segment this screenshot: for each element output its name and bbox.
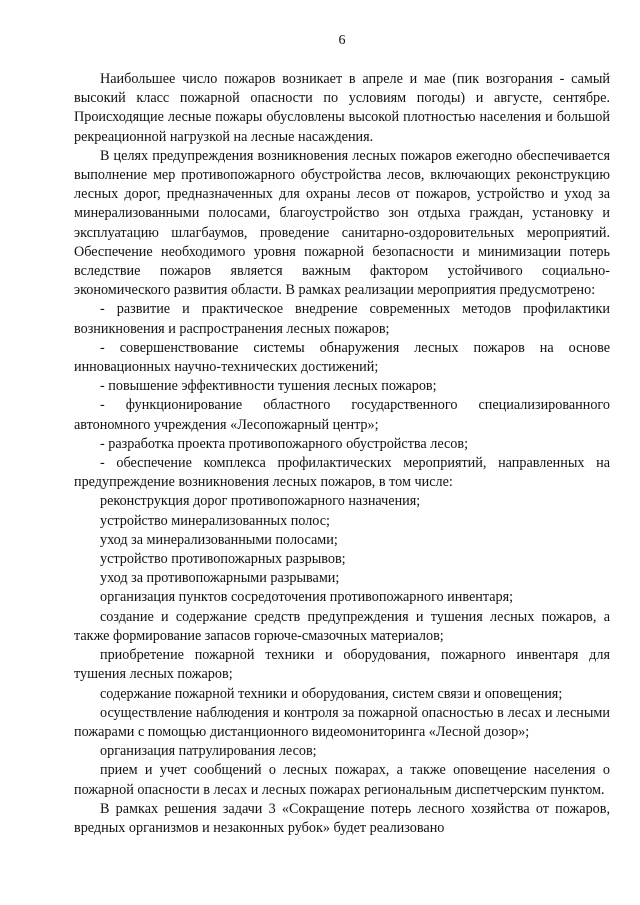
list-item: - совершенствование системы обнаружения лесных пожаров на основе инновационных научно-технических достижений; <box>74 339 610 376</box>
sub-list-item: реконструкция дорог противопожарного назначения; <box>100 493 421 510</box>
list-item: - разработка проекта противопожарного обустройства лесов; <box>100 435 469 452</box>
paragraph-task-3: В рамках решения задачи 3 «Сокращение потерь лесного хозяйства от пожаров, вредных организмов и незаконных рубок» будет реализовано <box>74 800 610 836</box>
list-item: - развитие и практическое внедрение современных методов профилактики возникновения и распространения лесных пожаров; <box>74 301 610 337</box>
list-item: - функционирование областного государственного специализированного автономного учреждения «Лесопожарный центр»; <box>74 397 610 433</box>
sub-list-item: содержание пожарной техники и оборудования, систем связи и оповещения; <box>100 685 563 702</box>
sub-list-item: уход за минерализованными полосами; <box>100 531 338 548</box>
sub-list-item: уход за противопожарными разрывами; <box>100 570 340 587</box>
document-body <box>74 70 610 838</box>
sub-list-item: организация пунктов сосредоточения противопожарного инвентаря; <box>100 589 514 606</box>
sub-list-item: устройство противопожарных разрывов; <box>100 551 346 568</box>
sub-list-item: приобретение пожарной техники и оборудования, пожарного инвентаря для тушения лесных пожаров; <box>74 647 610 683</box>
sub-list-item: осуществление наблюдения и контроля за пожарной опасностью в лесах и лесными пожарами с помощью дистанционного видеомониторинга «Лесной дозор»; <box>74 704 610 740</box>
paragraph-prevention-measures: В целях предупреждения возникновения лесных пожаров ежегодно обеспечивается выполнение мер противопожарного обустройства лесов, включающих реконструкцию лесных дорог, предназначенных для охраны лесов от пожаров, устройство и уход за минерализованными полосами, благоустройство зон отдыха граждан, установку и эксплуатацию шлагбаумов, проведение санитарно-оздоровительных мероприятий. Обеспечение необходимого уровня пожарной безопасности и минимизации потерь вследствие пожаров является важным фактором устойчивого социально-экономического развития области. В рамках реализации мероприятия предусмотрено: <box>74 147 610 299</box>
paragraph-fire-season: Наибольшее число пожаров возникает в апреле и мае (пик возгорания - самый высокий класс пожарной опасности по условиям погоды) и августе, сентябре. Происходящие лесные пожары обусловлены высокой плотностью населения и большой рекреационной нагрузкой на лесные насаждения. <box>74 71 610 145</box>
sub-list-item: прием и учет сообщений о лесных пожарах, а также оповещение населения о пожарной опасности в лесах и лесных пожарах региональным диспетчерским пунктом. <box>74 762 610 798</box>
list-item: - обеспечение комплекса профилактических мероприятий, направленных на предупреждение возникновения лесных пожаров, в том числе: <box>74 455 610 491</box>
page-number: 6 <box>338 33 346 48</box>
sub-list-item: создание и содержание средств предупреждения и тушения лесных пожаров, а также формирование запасов горюче-смазочных материалов; <box>74 608 610 644</box>
list-item: - повышение эффективности тушения лесных пожаров; <box>100 378 437 395</box>
sub-list-item: организация патрулирования лесов; <box>100 743 317 760</box>
sub-list-item: устройство минерализованных полос; <box>100 512 330 529</box>
